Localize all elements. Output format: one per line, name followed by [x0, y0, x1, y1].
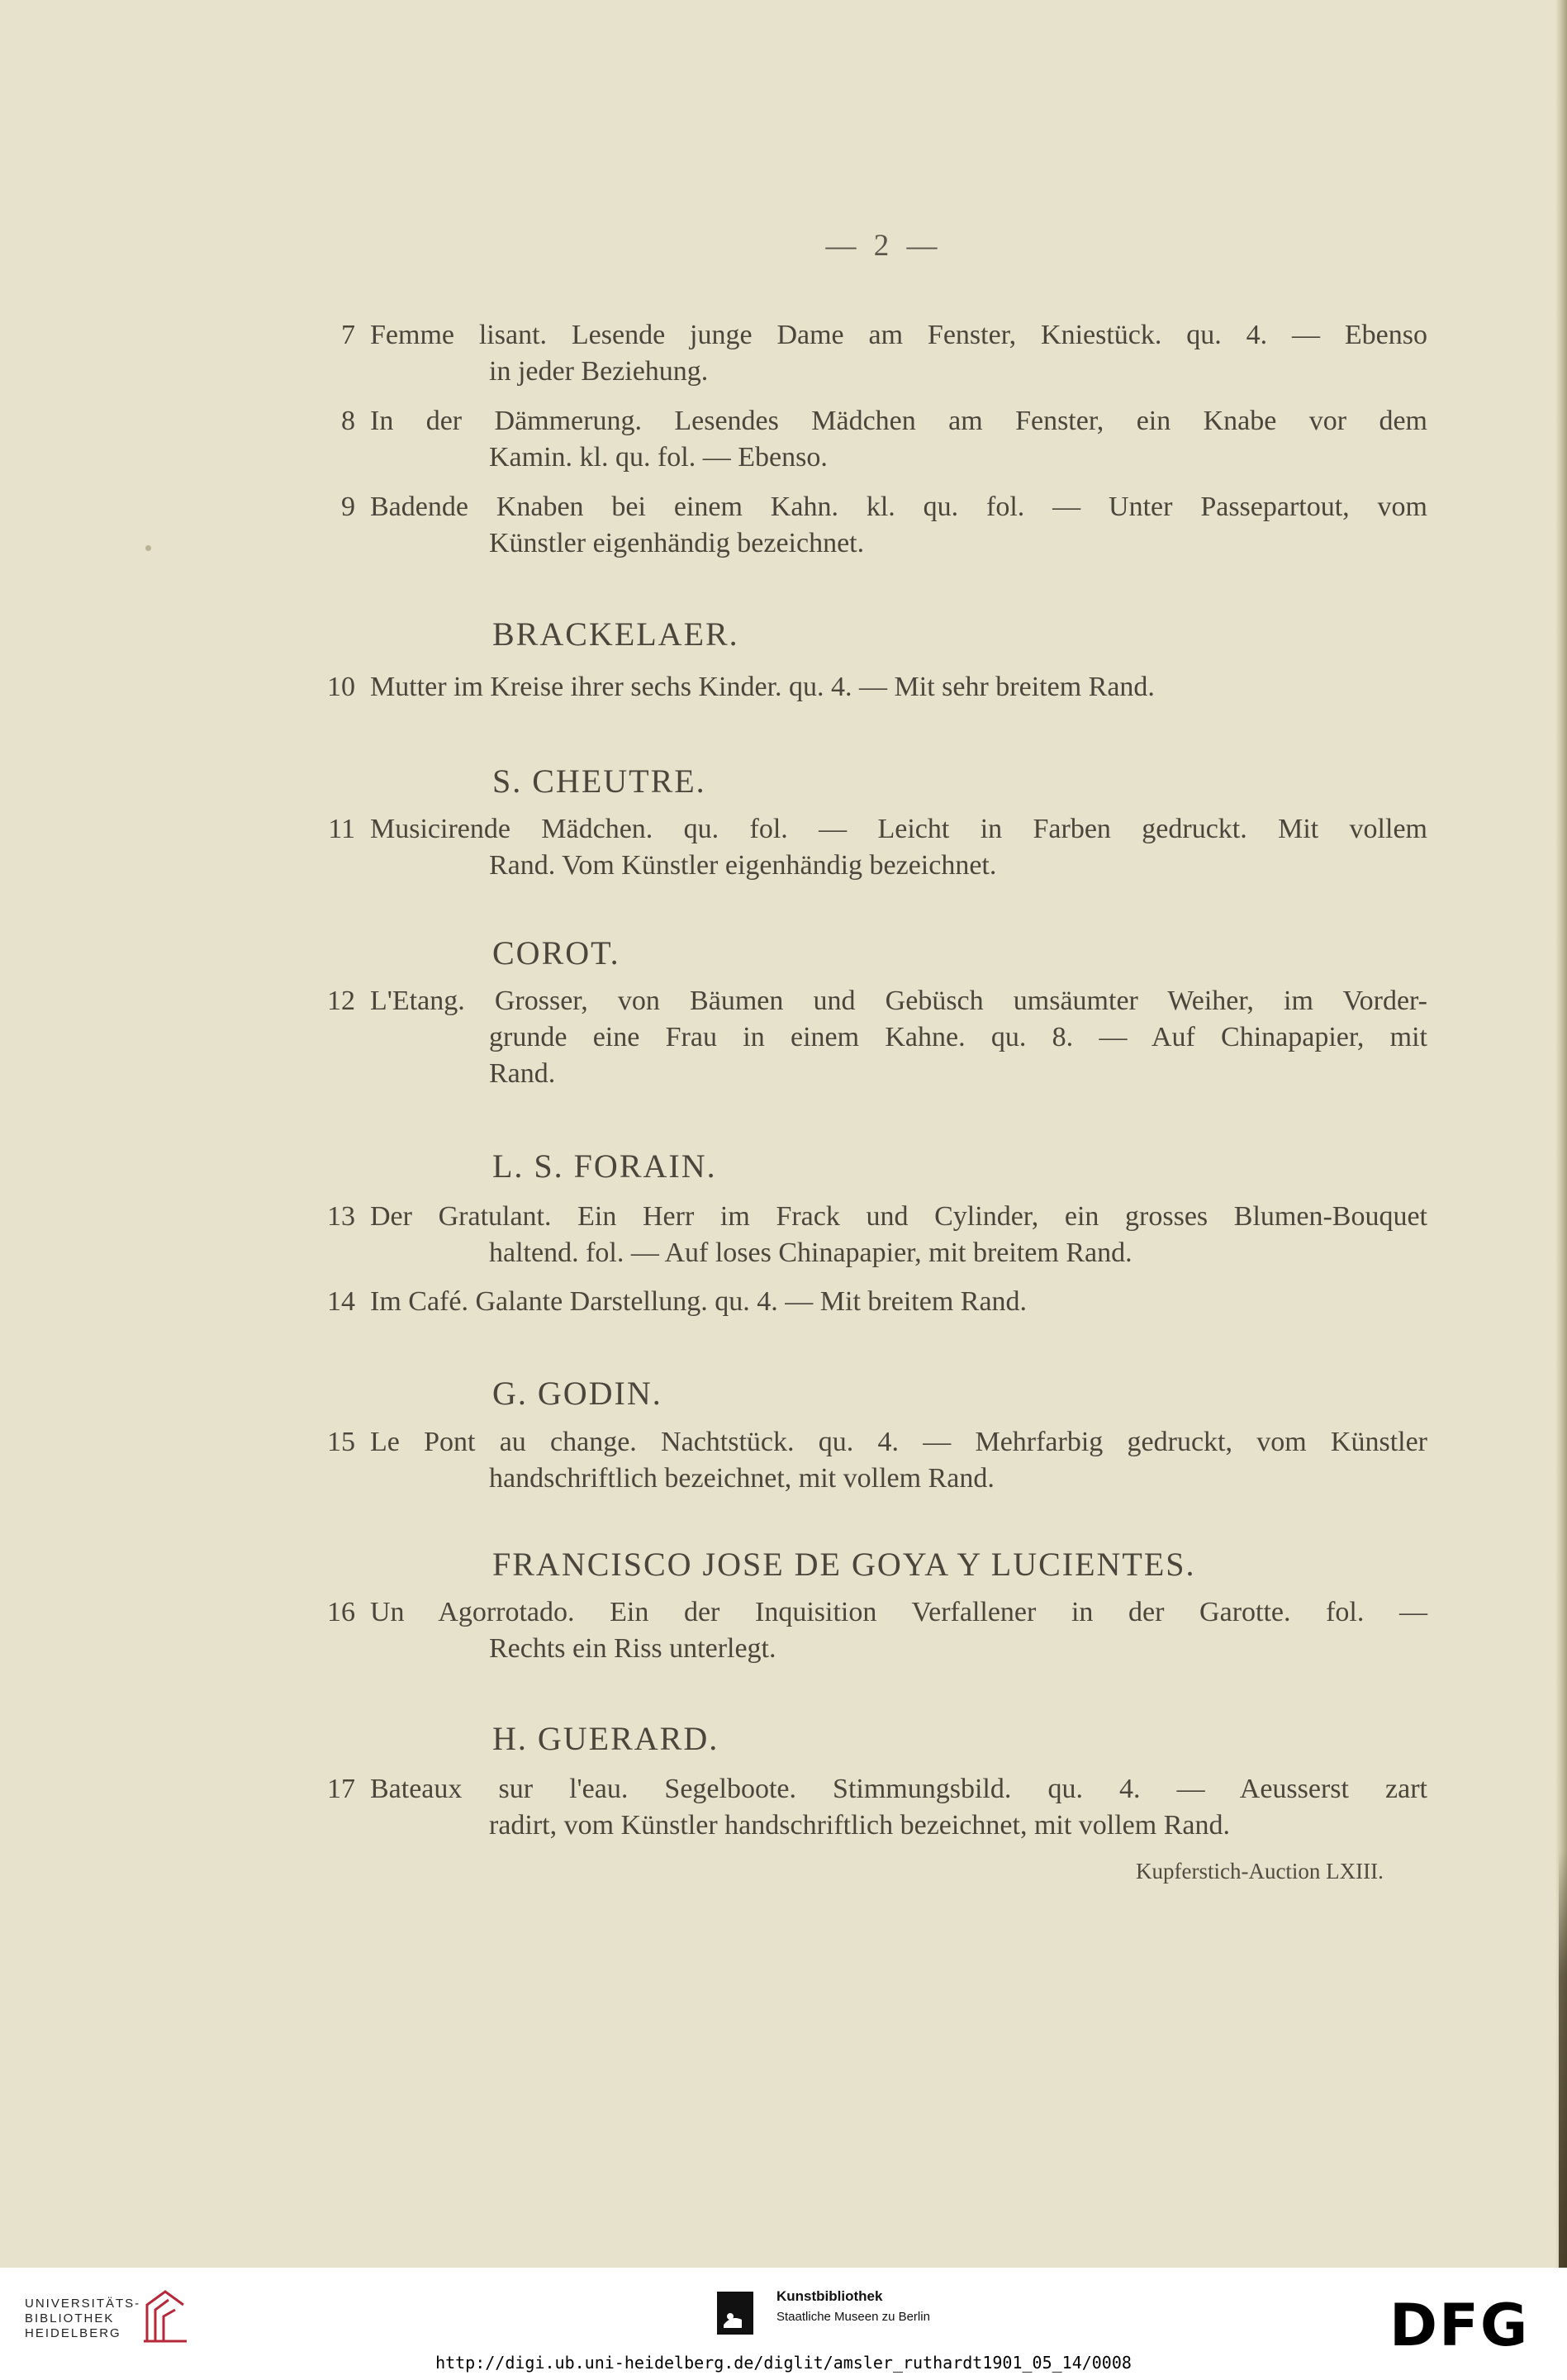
entry-number: 13: [327, 1201, 355, 1232]
entry-text: Der Gratulant. Ein Herr im Frack und Cylinder, ein grosses Blumen-Bouquet: [370, 1201, 1427, 1232]
paper-spot: [145, 545, 151, 551]
entry-continuation: Rand.: [489, 1058, 556, 1089]
entry-text: Bateaux sur l'eau. Segelboote. Stimmungsbild. qu. 4. — Aeusserst zart: [370, 1774, 1427, 1804]
entry-continuation: Kamin. kl. qu. fol. — Ebenso.: [489, 442, 828, 473]
entry-continuation: haltend. fol. — Auf loses Chinapapier, mit breitem Rand.: [489, 1238, 1133, 1268]
entry-number: 17: [327, 1774, 355, 1804]
artist-heading: S. CHEUTRE.: [492, 762, 706, 800]
entry-continuation: Künstler eigenhändig bezeichnet.: [489, 528, 865, 558]
artist-heading: G. GODIN.: [492, 1375, 662, 1412]
entry-text: Badende Knaben bei einem Kahn. kl. qu. fol. — Unter Passepartout, vom: [370, 492, 1427, 522]
entry-number: 16: [327, 1597, 355, 1627]
entry-continuation: grunde eine Frau in einem Kahne. qu. 8. — Auf Chinapapier, mit: [489, 1022, 1427, 1052]
artist-heading: FRANCISCO JOSE DE GOYA Y LUCIENTES.: [492, 1546, 1196, 1583]
entry-text: Femme lisant. Lesende junge Dame am Fenster, Kniestück. qu. 4. — Ebenso: [370, 320, 1427, 350]
artist-heading: BRACKELAER.: [492, 615, 739, 653]
entry-text: Le Pont au change. Nachtstück. qu. 4. — Mehrfarbig gedruckt, vom Künstler: [370, 1427, 1427, 1457]
entry-text: L'Etang. Grosser, von Bäumen und Gebüsch umsäumter Weiher, im Vorder-: [370, 986, 1427, 1016]
entry-number: 9: [341, 492, 355, 522]
source-url[interactable]: http://digi.ub.uni-heidelberg.de/diglit/amsler_ruthardt1901_05_14/0008: [435, 2353, 1132, 2373]
kunstbibliothek-logo-icon: [717, 2292, 753, 2335]
ub-logo-line: BIBLIOTHEK: [25, 2311, 115, 2325]
entry-number: 11: [328, 814, 355, 844]
signature-mark: Kupferstich-Auction LXIII.: [1136, 1859, 1384, 1884]
artist-heading: L. S. FORAIN.: [492, 1147, 717, 1185]
artist-heading: H. GUERARD.: [492, 1720, 719, 1757]
entry-text: Im Café. Galante Darstellung. qu. 4. — Mit breitem Rand.: [370, 1286, 1028, 1317]
entry-number: 8: [341, 406, 355, 436]
entry-continuation: radirt, vom Künstler handschriftlich bezeichnet, mit vollem Rand.: [489, 1810, 1230, 1841]
entry-text: Mutter im Kreise ihrer sechs Kinder. qu. 4. — Mit sehr breitem Rand.: [370, 672, 1155, 702]
entry-number: 14: [327, 1286, 355, 1317]
entry-number: 7: [341, 320, 355, 350]
dfg-logo[interactable]: DFG: [1389, 2292, 1530, 2359]
entry-number: 10: [327, 672, 355, 702]
artist-heading: COROT.: [492, 934, 620, 971]
entry-text: Musicirende Mädchen. qu. fol. — Leicht in Farben gedruckt. Mit vollem: [370, 814, 1427, 844]
page-number: — 2 —: [825, 229, 943, 263]
ub-logo-line: UNIVERSITÄTS-: [25, 2297, 141, 2311]
entry-number: 15: [327, 1427, 355, 1457]
entry-continuation: handschriftlich bezeichnet, mit vollem Rand.: [489, 1463, 995, 1494]
entry-text: In der Dämmerung. Lesendes Mädchen am Fenster, ein Knabe vor dem: [370, 406, 1427, 436]
entry-continuation: Rechts ein Riss unterlegt.: [489, 1633, 776, 1664]
ub-heidelberg-logo[interactable]: [25, 2297, 140, 2341]
ub-emblem-icon: [140, 2287, 190, 2346]
entry-number: 12: [327, 986, 355, 1016]
entry-text: Un Agorrotado. Ein der Inquisition Verfallener in der Garotte. fol. —: [370, 1597, 1427, 1627]
kb-subtitle: Staatliche Museen zu Berlin: [776, 2310, 930, 2324]
kb-title: Kunstbibliothek: [776, 2288, 883, 2304]
page-edge-shadow: [1559, 1850, 1567, 2268]
entry-continuation: in jeder Beziehung.: [489, 356, 709, 387]
entry-continuation: Rand. Vom Künstler eigenhändig bezeichnet.: [489, 850, 997, 881]
ub-logo-line: HEIDELBERG: [25, 2326, 121, 2340]
kunstbibliothek-label[interactable]: [776, 2288, 930, 2324]
